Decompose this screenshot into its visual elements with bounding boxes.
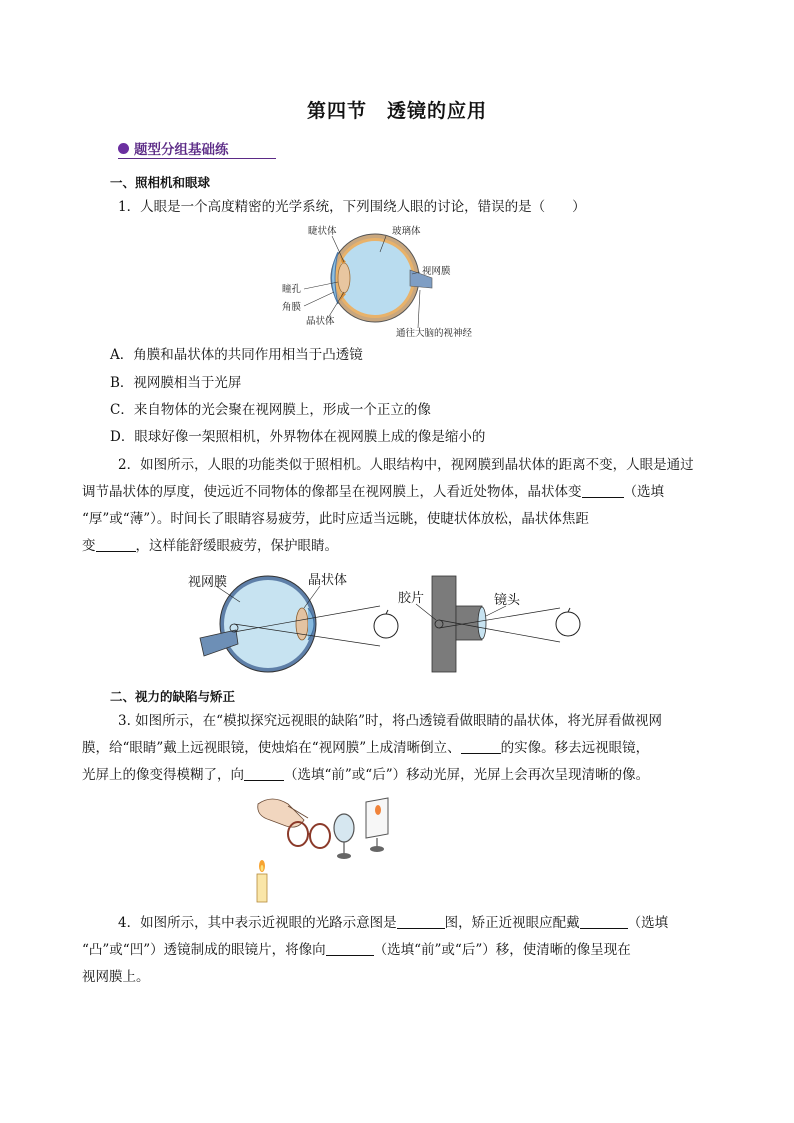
question-2-line-3: “厚”或“薄”）。时间长了眼睛容易疲劳，此时应适当远眺，使睫状体放松，晶状体焦距 bbox=[82, 511, 589, 527]
answer-blank[interactable] bbox=[580, 915, 628, 930]
question-4-text: 图，矫正近视眼应配戴 bbox=[444, 915, 580, 931]
section-tag-underline bbox=[118, 158, 276, 159]
label-optic-nerve: 通往大脑的视神经 bbox=[396, 328, 473, 339]
question-2-text: 调节晶状体的厚度，使远近不同物体的像都呈在视网膜上，人看近处物体，晶状体变 bbox=[82, 484, 582, 500]
question-3-line-3 bbox=[82, 761, 649, 789]
page-title: 第四节 透镜的应用 bbox=[306, 100, 487, 122]
question-4-line-1 bbox=[118, 909, 668, 937]
section-heading-2: 二、视力的缺陷与矫正 bbox=[110, 689, 236, 704]
question-1-stem: 1．人眼是一个高度精密的光学系统，下列围绕人眼的讨论，错误的是（ ） bbox=[118, 199, 586, 215]
question-4-line-2 bbox=[82, 936, 631, 964]
label-lens: 晶状体 bbox=[306, 316, 335, 327]
label-ciliary-body: 睫状体 bbox=[308, 226, 337, 237]
question-2-line-2 bbox=[82, 478, 664, 506]
label-cornea: 角膜 bbox=[282, 302, 302, 313]
answer-blank[interactable] bbox=[461, 740, 501, 755]
section-tag-label: 题型分组基础练 bbox=[134, 142, 229, 158]
question-4-text: “凸”或“凹”）透镜制成的眼镜片，将像向 bbox=[82, 942, 326, 958]
question-3-line-2 bbox=[82, 734, 649, 762]
answer-blank[interactable] bbox=[582, 484, 624, 499]
answer-blank[interactable] bbox=[326, 942, 374, 957]
eye-anatomy-diagram bbox=[270, 222, 500, 340]
section-heading-1: 一、照相机和眼球 bbox=[110, 175, 211, 190]
question-4-line-3: 视网膜上。 bbox=[82, 969, 150, 985]
question-4-text: （选填 bbox=[627, 915, 669, 931]
question-3-text: 膜，给“眼睛”戴上远视眼镜，使烛焰在“视网膜”上成清晰倒立、 bbox=[82, 740, 461, 756]
question-4-text: （选填“前”或“后”）移，使清晰的像呈现在 bbox=[373, 942, 631, 958]
question-3-line-1: 3. 如图所示，在“模拟探究远视眼的缺陷”时，将凸透镜看做眼睛的晶状体，将光屏看做视网 bbox=[118, 713, 662, 729]
question-2-text: 变 bbox=[82, 538, 96, 554]
question-3-text: 的实像。移去远视眼镜， bbox=[500, 740, 650, 756]
question-4-text: 4．如图所示，其中表示近视眼的光路示意图是 bbox=[118, 915, 397, 931]
label-vitreous-body: 玻璃体 bbox=[392, 226, 421, 237]
option-a: A．角膜和晶状体的共同作用相当于凸透镜 bbox=[110, 347, 363, 363]
question-3-text: （选填“前”或“后”）移动光屏，光屏上会再次呈现清晰的像。 bbox=[284, 767, 650, 783]
option-c: C．来自物体的光会聚在视网膜上，形成一个正立的像 bbox=[110, 402, 431, 418]
question-2-line-1: 2．如图所示，人眼的功能类似于照相机。人眼结构中，视网膜到晶状体的距离不变，人眼是通过 bbox=[118, 457, 694, 473]
answer-blank[interactable] bbox=[96, 538, 136, 553]
label-pupil: 瞳孔 bbox=[282, 284, 302, 295]
question-2-line-4 bbox=[82, 532, 338, 560]
label-camera-lens: 镜头 bbox=[494, 593, 521, 608]
question-2-text: （选填 bbox=[623, 484, 664, 500]
question-3-text: 光屏上的像变得模糊了，向 bbox=[82, 767, 244, 783]
bullet-icon bbox=[118, 143, 129, 154]
option-d: D．眼球好像一架照相机，外界物体在视网膜上成的像是缩小的 bbox=[110, 429, 486, 445]
label-lens: 晶状体 bbox=[308, 573, 348, 588]
answer-blank[interactable] bbox=[397, 915, 445, 930]
label-retina: 视网膜 bbox=[188, 575, 228, 590]
section-tag bbox=[118, 138, 229, 158]
answer-blank[interactable] bbox=[244, 767, 284, 782]
question-2-text: ，这样能舒缓眼疲劳，保护眼睛。 bbox=[135, 538, 338, 554]
option-b: B．视网膜相当于光屏 bbox=[110, 375, 242, 391]
eye-camera-comparison-diagram bbox=[180, 572, 600, 676]
label-retina: 视网膜 bbox=[422, 266, 451, 277]
label-film: 胶片 bbox=[398, 591, 425, 606]
hyperopia-experiment-illustration bbox=[248, 790, 398, 904]
